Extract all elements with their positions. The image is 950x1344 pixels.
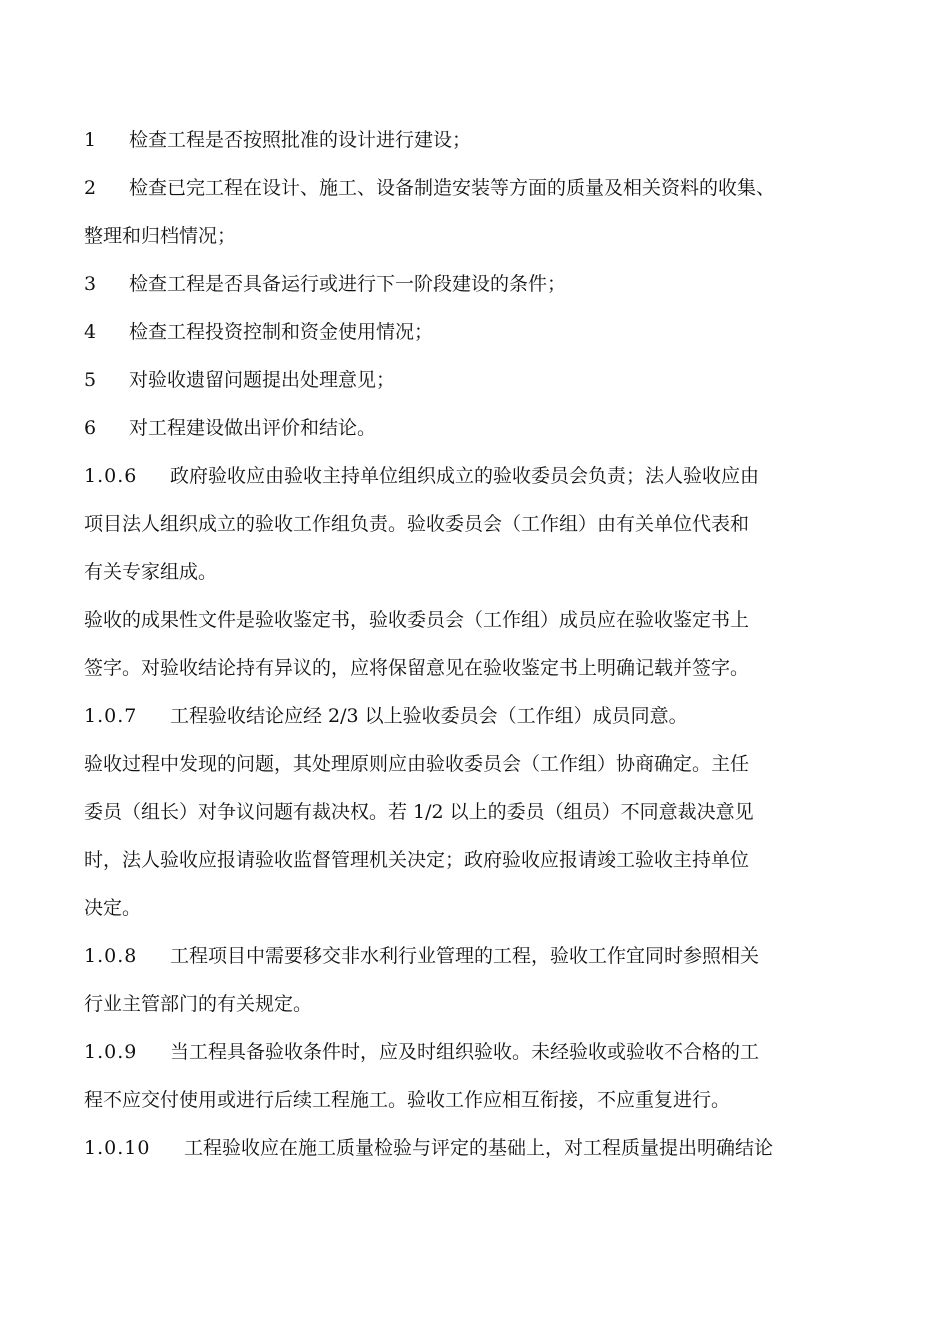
list-text: 对验收遗留问题提出处理意见；	[129, 369, 396, 391]
document-body	[84, 116, 868, 1172]
clause-text: 工程项目中需要移交非水利行业管理的工程，验收工作宜同时参照相关	[170, 945, 760, 967]
paragraph-text: 委员（组长）对争议问题有裁决权。若 1/2 以上的委员（组员）不同意裁决意见	[84, 801, 754, 823]
list-number: 2	[84, 177, 97, 199]
list-number: 3	[84, 273, 97, 295]
clause-text: 有关专家组成。	[84, 561, 218, 583]
paragraph-line	[84, 644, 868, 692]
clause-line	[84, 1076, 868, 1124]
list-text: 整理和归档情况；	[84, 225, 237, 247]
list-item-continuation	[84, 212, 868, 260]
list-text: 检查工程是否具备运行或进行下一阶段建设的条件；	[129, 273, 567, 295]
clause-text: 工程验收应在施工质量检验与评定的基础上，对工程质量提出明确结论	[184, 1137, 774, 1159]
clause-1-0-8	[84, 932, 868, 980]
list-number: 6	[84, 417, 97, 439]
clause-text: 当工程具备验收条件时，应及时组织验收。未经验收或验收不合格的工	[170, 1041, 760, 1063]
paragraph-text: 时，法人验收应报请验收监督管理机关决定；政府验收应报请竣工验收主持单位	[84, 849, 750, 871]
list-number: 1	[84, 129, 97, 151]
list-item	[84, 116, 868, 164]
paragraph-line	[84, 596, 868, 644]
clause-text: 程不应交付使用或进行后续工程施工。验收工作应相互衔接，不应重复进行。	[84, 1089, 731, 1111]
list-item	[84, 164, 868, 212]
clause-1-0-7	[84, 692, 868, 740]
list-item	[84, 356, 868, 404]
clause-1-0-10	[84, 1124, 868, 1172]
paragraph-line	[84, 788, 868, 836]
paragraph-text: 验收的成果性文件是验收鉴定书，验收委员会（工作组）成员应在验收鉴定书上	[84, 609, 750, 631]
clause-1-0-9	[84, 1028, 868, 1076]
clause-line	[84, 548, 868, 596]
list-item	[84, 260, 868, 308]
paragraph-line	[84, 740, 868, 788]
list-text: 对工程建设做出评价和结论。	[129, 417, 377, 439]
list-item	[84, 404, 868, 452]
clause-1-0-6	[84, 452, 868, 500]
paragraph-line	[84, 836, 868, 884]
paragraph-text: 决定。	[84, 897, 142, 919]
clause-number: 1.0.8	[84, 945, 138, 967]
clause-text: 政府验收应由验收主持单位组织成立的验收委员会负责；法人验收应由	[170, 465, 760, 487]
list-number: 5	[84, 369, 97, 391]
list-item	[84, 308, 868, 356]
clause-number: 1.0.9	[84, 1041, 138, 1063]
paragraph-text: 签字。对验收结论持有异议的，应将保留意见在验收鉴定书上明确记载并签字。	[84, 657, 750, 679]
clause-line	[84, 980, 868, 1028]
paragraph-text: 验收过程中发现的问题，其处理原则应由验收委员会（工作组）协商确定。主任	[84, 753, 750, 775]
list-text: 检查已完工程在设计、施工、设备制造安装等方面的质量及相关资料的收集、	[129, 177, 776, 199]
clause-text: 行业主管部门的有关规定。	[84, 993, 313, 1015]
list-number: 4	[84, 321, 97, 343]
list-text: 检查工程是否按照批准的设计进行建设；	[129, 129, 472, 151]
clause-text: 项目法人组织成立的验收工作组负责。验收委员会（工作组）由有关单位代表和	[84, 513, 750, 535]
list-text: 检查工程投资控制和资金使用情况；	[129, 321, 434, 343]
clause-text: 工程验收结论应经 2/3 以上验收委员会（工作组）成员同意。	[170, 705, 688, 727]
paragraph-line	[84, 884, 868, 932]
clause-number: 1.0.7	[84, 705, 138, 727]
clause-number: 1.0.10	[84, 1137, 151, 1159]
clause-line	[84, 500, 868, 548]
clause-number: 1.0.6	[84, 465, 138, 487]
